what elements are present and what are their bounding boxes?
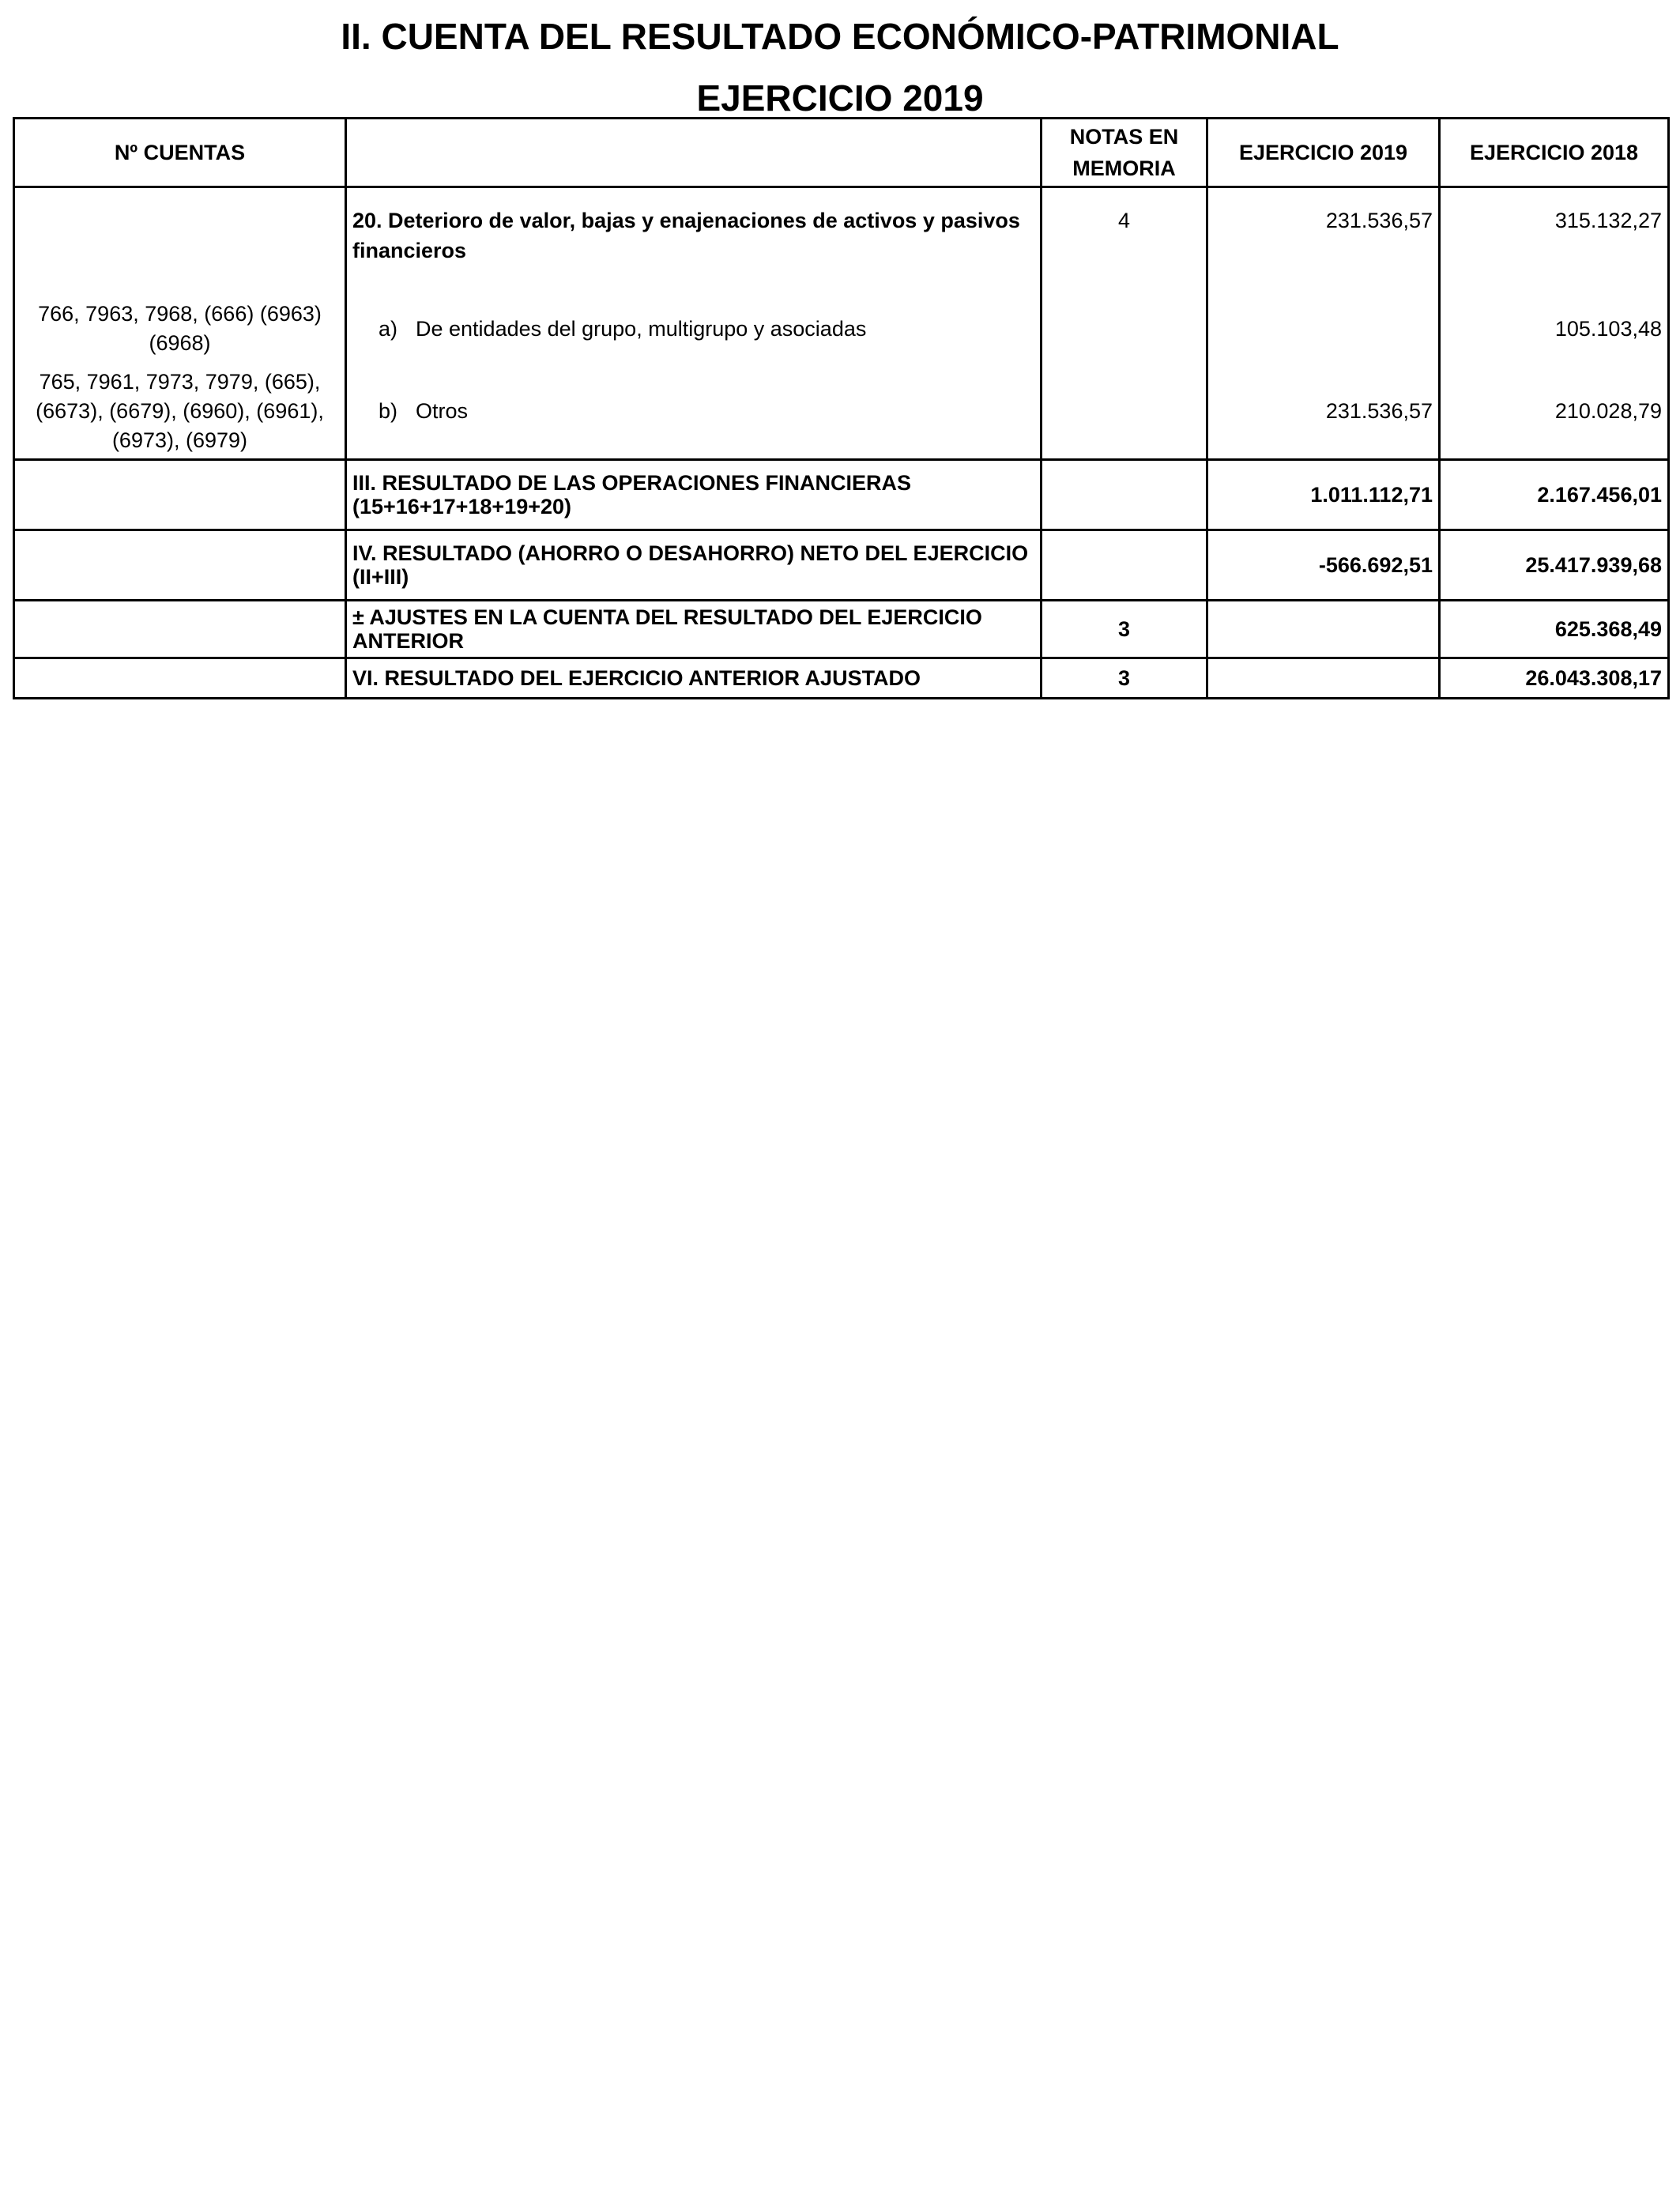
row-year-2019 (1207, 658, 1440, 699)
row-item-label: b) (379, 398, 398, 423)
table-row (14, 658, 1669, 699)
row-year-2019: -566.692,51 (1207, 530, 1440, 601)
table-row (14, 530, 1669, 601)
header-year-2019: EJERCICIO 2019 (1207, 119, 1440, 187)
row-notes: 3 (1042, 658, 1207, 699)
row-notes (1042, 364, 1207, 460)
table-row (14, 601, 1669, 658)
header-accounts: Nº CUENTAS (14, 119, 346, 187)
header-notes: NOTAS EN MEMORIA (1042, 119, 1207, 187)
row-item-label: a) (379, 316, 398, 341)
row-concept (346, 294, 1042, 364)
row-notes: 3 (1042, 601, 1207, 658)
table-row (14, 294, 1669, 364)
row-year-2018: 26.043.308,17 (1440, 658, 1669, 699)
row-year-2018: 105.103,48 (1440, 294, 1669, 364)
row-accounts (14, 460, 346, 530)
header-concept (346, 119, 1042, 187)
row-concept: VI. RESULTADO DEL EJERCICIO ANTERIOR AJUSTADO (346, 658, 1042, 699)
row-notes: 4 (1042, 187, 1207, 295)
row-concept: 20. Deterioro de valor, bajas y enajenaciones de activos y pasivos financieros (346, 187, 1042, 295)
row-year-2018: 25.417.939,68 (1440, 530, 1669, 601)
table-row (14, 460, 1669, 530)
row-accounts (14, 658, 346, 699)
row-year-2019: 231.536,57 (1207, 187, 1440, 295)
row-accounts (14, 187, 346, 295)
row-item-text: Otros (416, 398, 469, 423)
row-concept: IV. RESULTADO (AHORRO O DESAHORRO) NETO DEL EJERCICIO (II+III) (346, 530, 1042, 601)
header-row (14, 119, 1669, 187)
row-accounts: 766, 7963, 7968, (666) (6963) (6968) (14, 294, 346, 364)
row-accounts (14, 530, 346, 601)
row-notes (1042, 530, 1207, 601)
row-year-2018: 315.132,27 (1440, 187, 1669, 295)
row-year-2018: 625.368,49 (1440, 601, 1669, 658)
row-accounts: 765, 7961, 7973, 7979, (665), (6673), (6679), (6960), (6961), (6973), (6979) (14, 364, 346, 460)
row-year-2019: 231.536,57 (1207, 364, 1440, 460)
result-table (13, 117, 1670, 699)
row-notes (1042, 460, 1207, 530)
row-accounts (14, 601, 346, 658)
row-year-2019: 1.011.112,71 (1207, 460, 1440, 530)
row-year-2018: 210.028,79 (1440, 364, 1669, 460)
row-year-2019 (1207, 601, 1440, 658)
row-concept: ± AJUSTES EN LA CUENTA DEL RESULTADO DEL EJERCICIO ANTERIOR (346, 601, 1042, 658)
document-subtitle: EJERCICIO 2019 (696, 77, 984, 119)
row-year-2019 (1207, 294, 1440, 364)
row-year-2018: 2.167.456,01 (1440, 460, 1669, 530)
header-year-2018: EJERCICIO 2018 (1440, 119, 1669, 187)
table-row (14, 187, 1669, 295)
row-notes (1042, 294, 1207, 364)
row-concept: III. RESULTADO DE LAS OPERACIONES FINANCIERAS (15+16+17+18+19+20) (346, 460, 1042, 530)
document-title: II. CUENTA DEL RESULTADO ECONÓMICO-PATRIMONIAL (341, 16, 1339, 57)
row-item-text: De entidades del grupo, multigrupo y asociadas (416, 316, 867, 341)
table-row (14, 364, 1669, 460)
row-concept (346, 364, 1042, 460)
